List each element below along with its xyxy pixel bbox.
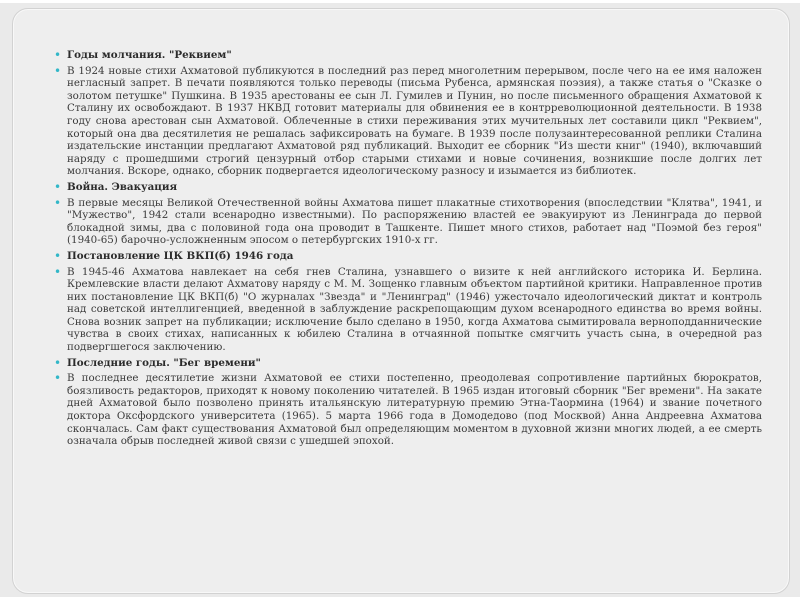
section-heading: Война. Эвакуация	[67, 180, 178, 193]
section-paragraph: В 1945-46 Ахматова навлекает на себя гнев Сталина, узнавшего о визите к ней английского историка И. Берлина. Кремлевские власти делают Ахматову наряду с М. М. Зощенко главным объектом партийной критики. Направленное против них постановление ЦК ВКП(б) "О журналах "Звезда" и "Ленинград" (1946) ужесточало идеологический диктат и контроль над советской интеллигенцией, введенной в заблуждение раскрепощающим духом всенародного единства во время войны. Снова возник запрет на публикации; исключение было сделано в 1950, когда Ахматова сымитировала верноподданнические чувства в своих стихах, написанных к юбилею Сталина в отчаянной попытке смягчить участь сына, в очередной раз подвергшегося заключению.	[67, 265, 762, 354]
bullet-list	[54, 48, 762, 448]
list-item	[54, 48, 762, 62]
section-heading: Последние годы. "Бег времени"	[67, 356, 261, 369]
bullet-icon: •	[54, 179, 62, 194]
bullet-icon: •	[54, 355, 62, 370]
bullet-icon: •	[54, 264, 62, 279]
list-item	[54, 63, 762, 178]
list-item	[54, 371, 762, 448]
list-item	[54, 264, 762, 354]
slide-panel	[12, 8, 790, 594]
bullet-icon: •	[54, 63, 62, 78]
list-item	[54, 248, 762, 263]
bullet-icon: •	[54, 371, 62, 386]
list-item	[54, 195, 762, 247]
section-heading: Годы молчания. "Реквием"	[67, 49, 232, 61]
list-item	[54, 179, 762, 194]
top-stripe	[0, 0, 800, 3]
section-paragraph: В первые месяцы Великой Отечественной войны Ахматова пишет плакатные стихотворения (впоследствии "Клятва", 1941, и "Мужество", 1942 стали всенародно известными). По распоряжению властей ее эвакуируют из Ленинграда до первой блокадной зимы, два с половиной года она проводит в Ташкенте. Пишет много стихов, работает над "Поэмой без героя" (1940-65) барочно-усложненным эпосом о петербургских 1910-х гг.	[67, 196, 762, 247]
bullet-icon: •	[54, 248, 62, 263]
bullet-icon: •	[54, 48, 62, 62]
section-paragraph: В последнее десятилетие жизни Ахматовой ее стихи постепенно, преодолевая сопротивление партийных бюрократов, боязливость редакторов, приходят к новому поколению читателей. В 1965 издан итоговый сборник "Бег времени". На закате дней Ахматовой было позволено принять итальянскую литературную премию Этна-Таормина (1964) и звание почетного доктора Оксфордского университета (1965). 5 марта 1966 года в Домодедово (под Москвой) Анна Андреевна Ахматова скончалась. Сам факт существования Ахматовой был определяющим моментом в духовной жизни многих людей, а ее смерть означала обрыв последней живой связи с ушедшей эпохой.	[67, 372, 762, 448]
list-item	[54, 355, 762, 370]
bullet-icon: •	[54, 195, 62, 210]
section-paragraph: В 1924 новые стихи Ахматовой публикуются в последний раз перед многолетним перерывом, после чего на ее имя наложен негласный запрет. В печати появляются только переводы (письма Рубенса, армянская поэзия), а также статья о "Сказке о золотом петушке" Пушкина. В 1935 арестованы ее сын Л. Гумилев и Пунин, но после письменного обращения Ахматовой к Сталину их освобождают. В 1937 НКВД готовит материалы для обвинения ее в контрреволюционной деятельности. В 1938 году снова арестован сын Ахматовой. Облеченные в стихи переживания этих мучительных лет составили цикл "Реквием", который она два десятилетия не решалась зафиксировать на бумаге. В 1939 после полузаинтересованной реплики Сталина издательские инстанции предлагают Ахматовой ряд публикаций. Выходит ее сборник "Из шести книг" (1940), включавший наряду с прошедшими строгий цензурный отбор старыми стихами и новые сочинения, возникшие после долгих лет молчания. Вскоре, однако, сборник подвергается идеологическому разносу и изымается из библиотек.	[67, 64, 762, 178]
section-heading: Постановление ЦК ВКП(б) 1946 года	[67, 249, 294, 262]
slide-content	[54, 48, 762, 451]
